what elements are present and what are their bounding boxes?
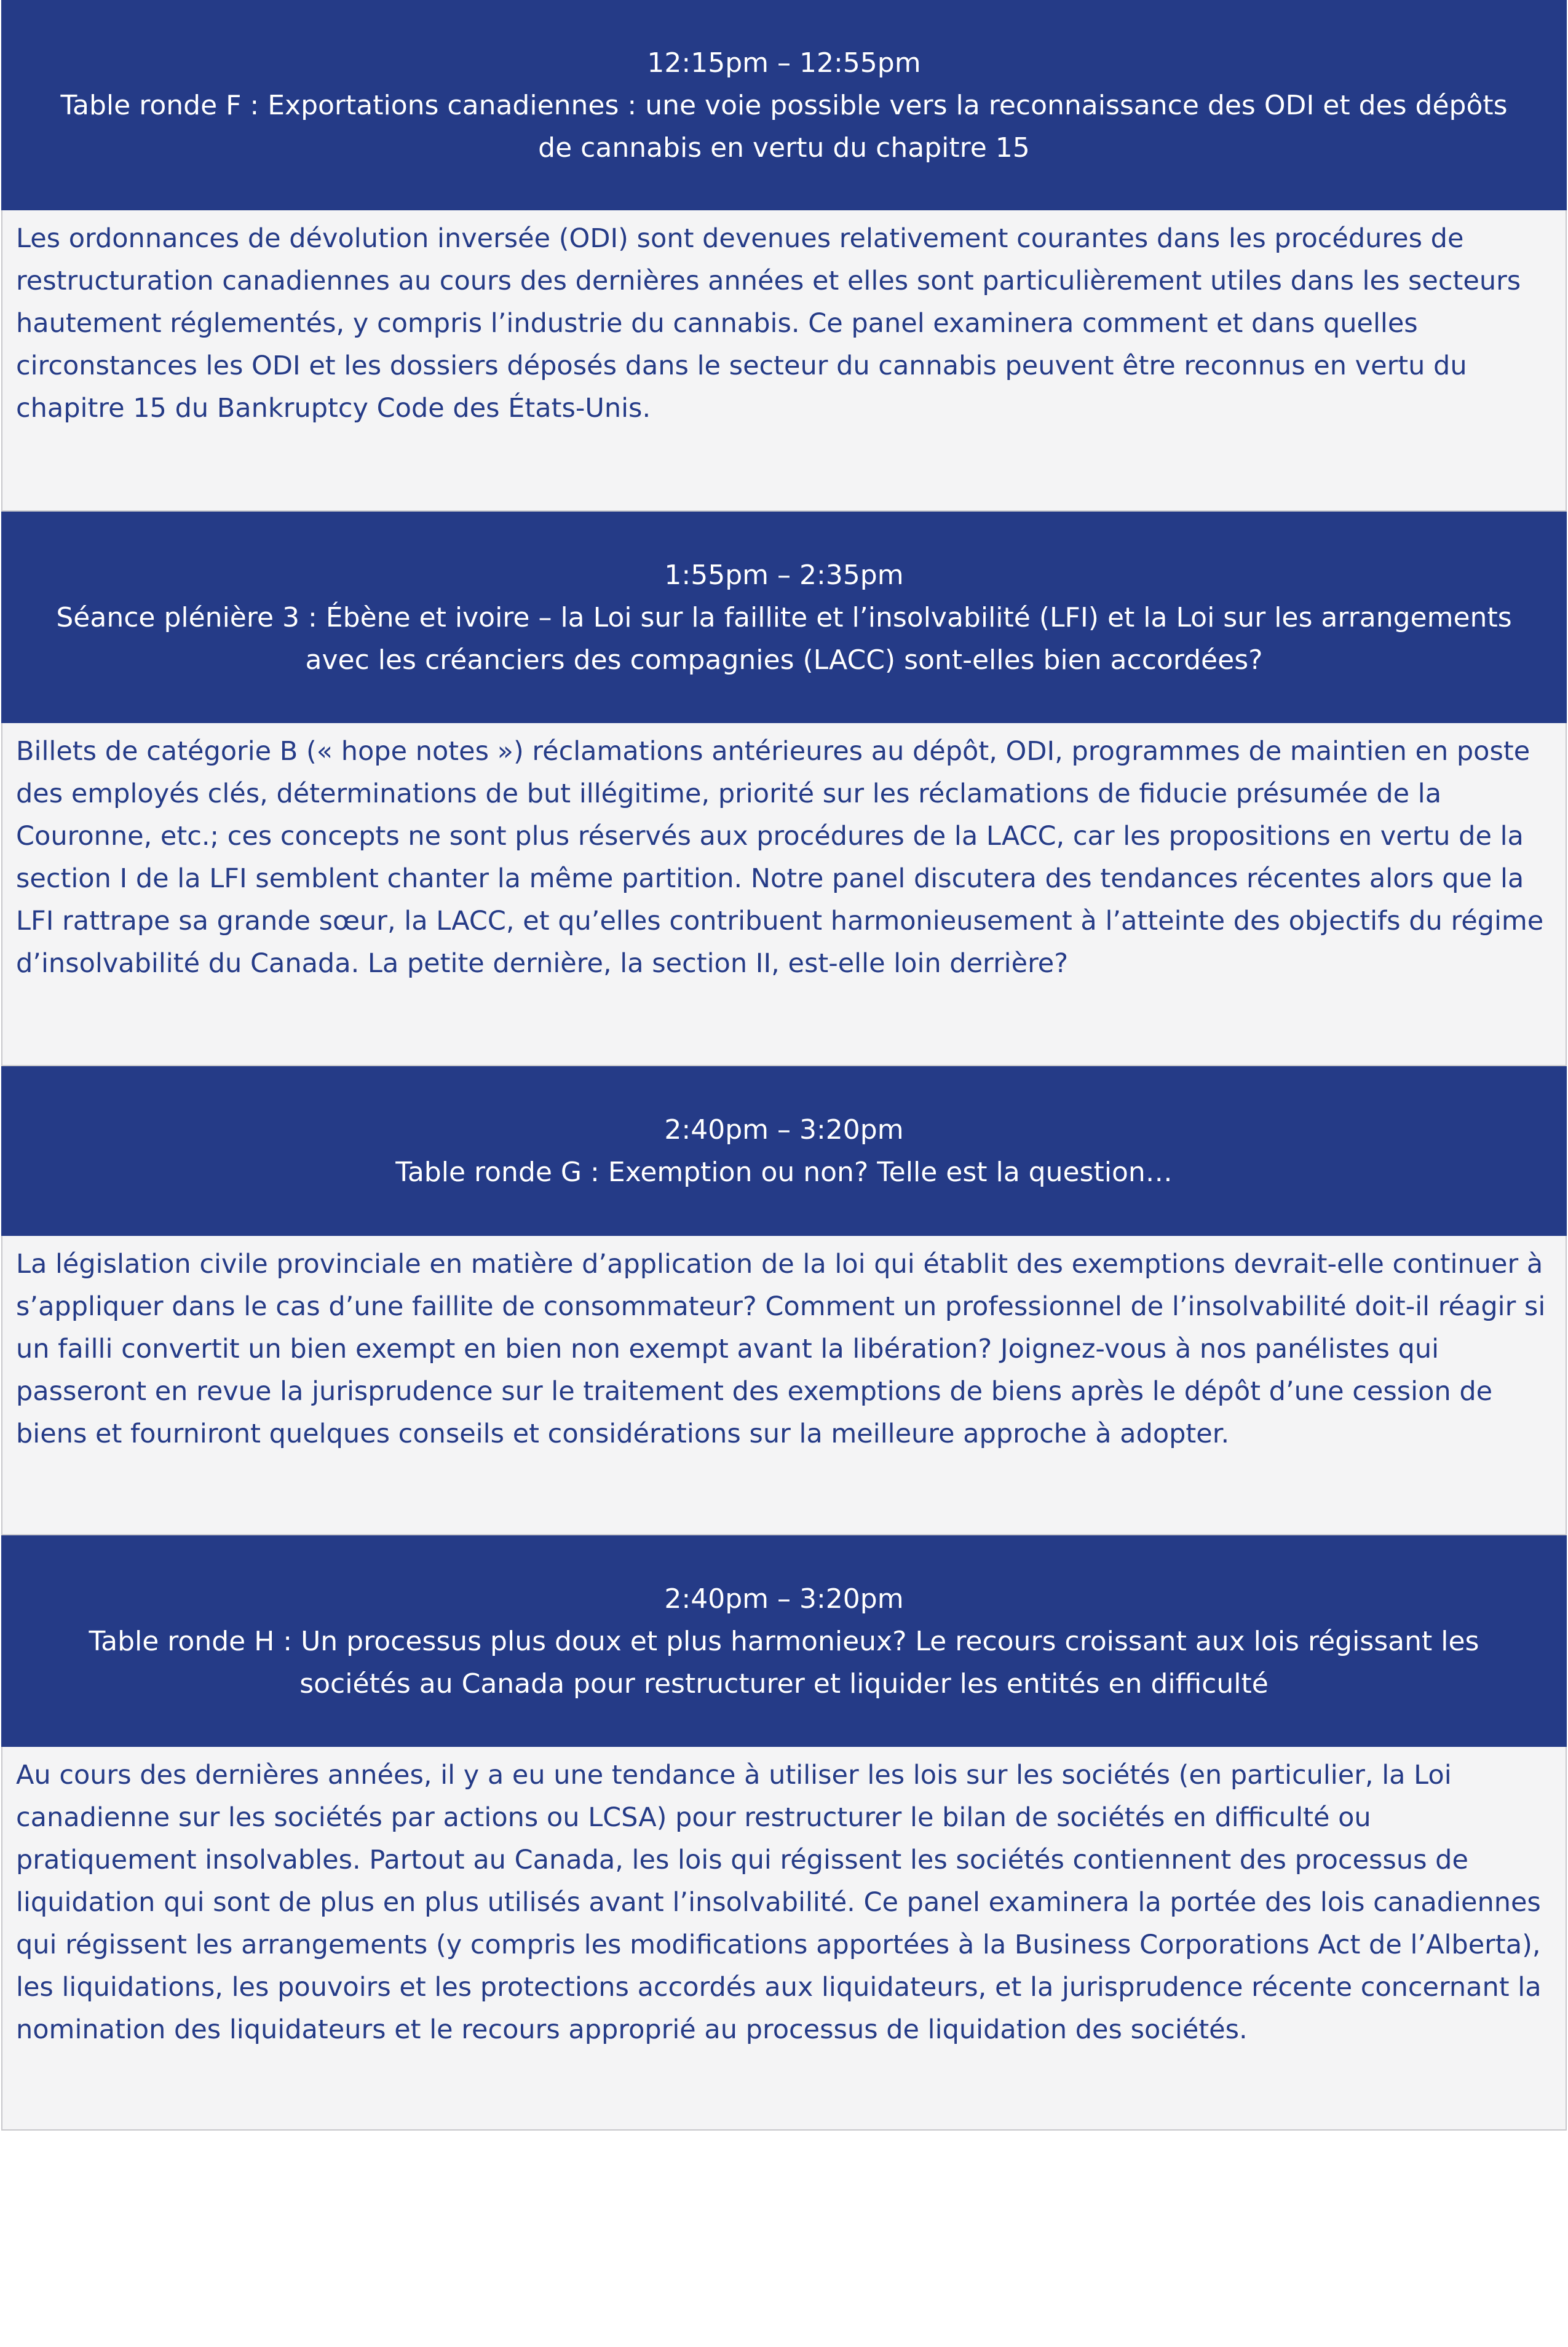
session-description-panel <box>1 1747 1567 2131</box>
session-description-panel <box>1 1236 1567 1535</box>
session-time: 12:15pm – 12:55pm <box>647 47 921 79</box>
session-description-panel <box>1 210 1567 512</box>
session-time: 2:40pm – 3:20pm <box>664 1583 904 1615</box>
session-description: Les ordonnances de dévolution inversée (ODI) sont devenues relativement courantes dans les procédures de restructuration canadiennes au cours des dernières années et elles sont particulièrement utiles dans les secteurs hautement réglementés, y compris l’industrie du cannabis. Ce panel examinera comment et dans quelles circonstances les ODI et les dossiers déposés dans le secteur du cannabis peuvent être reconnus en vertu du chapitre 15 du Bankruptcy Code des États-Unis. <box>16 223 1521 424</box>
session-header <box>1 1066 1567 1236</box>
session-block-table-ronde-g <box>1 1066 1567 1535</box>
session-block-table-ronde-f <box>1 0 1567 512</box>
session-header <box>1 0 1567 210</box>
session-description: La législation civile provinciale en matière d’application de la loi qui établit des exemptions devrait-elle continuer à s’appliquer dans le cas d’une faillite de consommateur? Comment un professionnel de l’insolvabilité doit-il réagir si un failli convertit un bien exempt en bien non exempt avant la libération? Joignez-vous à nos panélistes qui passeront en revue la jurisprudence sur le traitement des exemptions de biens après le dépôt d’une cession de biens et fourniront quelques conseils et considérations sur la meilleure approche à adopter. <box>16 1249 1546 1449</box>
session-title: Séance plénière 3 : Ébène et ivoire – la Loi sur la faillite et l’insolvabilité (LFI) et la Loi sur les arrangements avec les créanciers des compagnies (LACC) sont-elles bien accordées? <box>56 601 1512 676</box>
session-block-table-ronde-h <box>1 1535 1567 2131</box>
session-time: 1:55pm – 2:35pm <box>664 559 904 591</box>
session-description: Billets de catégorie B (« hope notes ») réclamations antérieures au dépôt, ODI, programmes de maintien en poste des employés clés, déterminations de but illégitime, priorité sur les réclamations de fiducie présumée de la Couronne, etc.; ces concepts ne sont plus réservés aux procédures de la LACC, car les propositions en vertu de la section I de la LFI semblent chanter la même partition. Notre panel discutera des tendances récentes alors que la LFI rattrape sa grande sœur, la LACC, et qu’elles contribuent harmonieusement à l’atteinte des objectifs du régime d’insolvabilité du Canada. La petite dernière, la section II, est-elle loin derrière? <box>16 736 1544 979</box>
session-time: 2:40pm – 3:20pm <box>664 1114 904 1146</box>
session-title: Table ronde H : Un processus plus doux et plus harmonieux? Le recours croissant aux lois régissant les sociétés au Canada pour restructurer et liquider les entités en difficulté <box>89 1625 1479 1700</box>
session-title: Table ronde F : Exportations canadiennes : une voie possible vers la reconnaissance des ODI et des dépôts de cannabis en vertu du chapitre 15 <box>60 89 1508 164</box>
session-description-panel <box>1 723 1567 1066</box>
session-title: Table ronde G : Exemption ou non? Telle est la question… <box>395 1157 1173 1188</box>
session-header <box>1 512 1567 723</box>
session-block-seance-pleniere-3 <box>1 512 1567 1066</box>
session-header <box>1 1535 1567 1747</box>
session-description: Au cours des dernières années, il y a eu une tendance à utiliser les lois sur les sociétés (en particulier, la Loi canadienne sur les sociétés par actions ou LCSA) pour restructurer le bilan de sociétés en difficulté ou pratiquement insolvables. Partout au Canada, les lois qui régissent les sociétés contiennent des processus de liquidation qui sont de plus en plus utilisés avant l’insolvabilité. Ce panel examinera la portée des lois canadiennes qui régissent les arrangements (y compris les modifications apportées à la Business Corporations Act de l’Alberta), les liquidations, les pouvoirs et les protections accordés aux liquidateurs, et la jurisprudence récente concernant la nomination des liquidateurs et le recours approprié au processus de liquidation des sociétés. <box>16 1760 1542 2045</box>
